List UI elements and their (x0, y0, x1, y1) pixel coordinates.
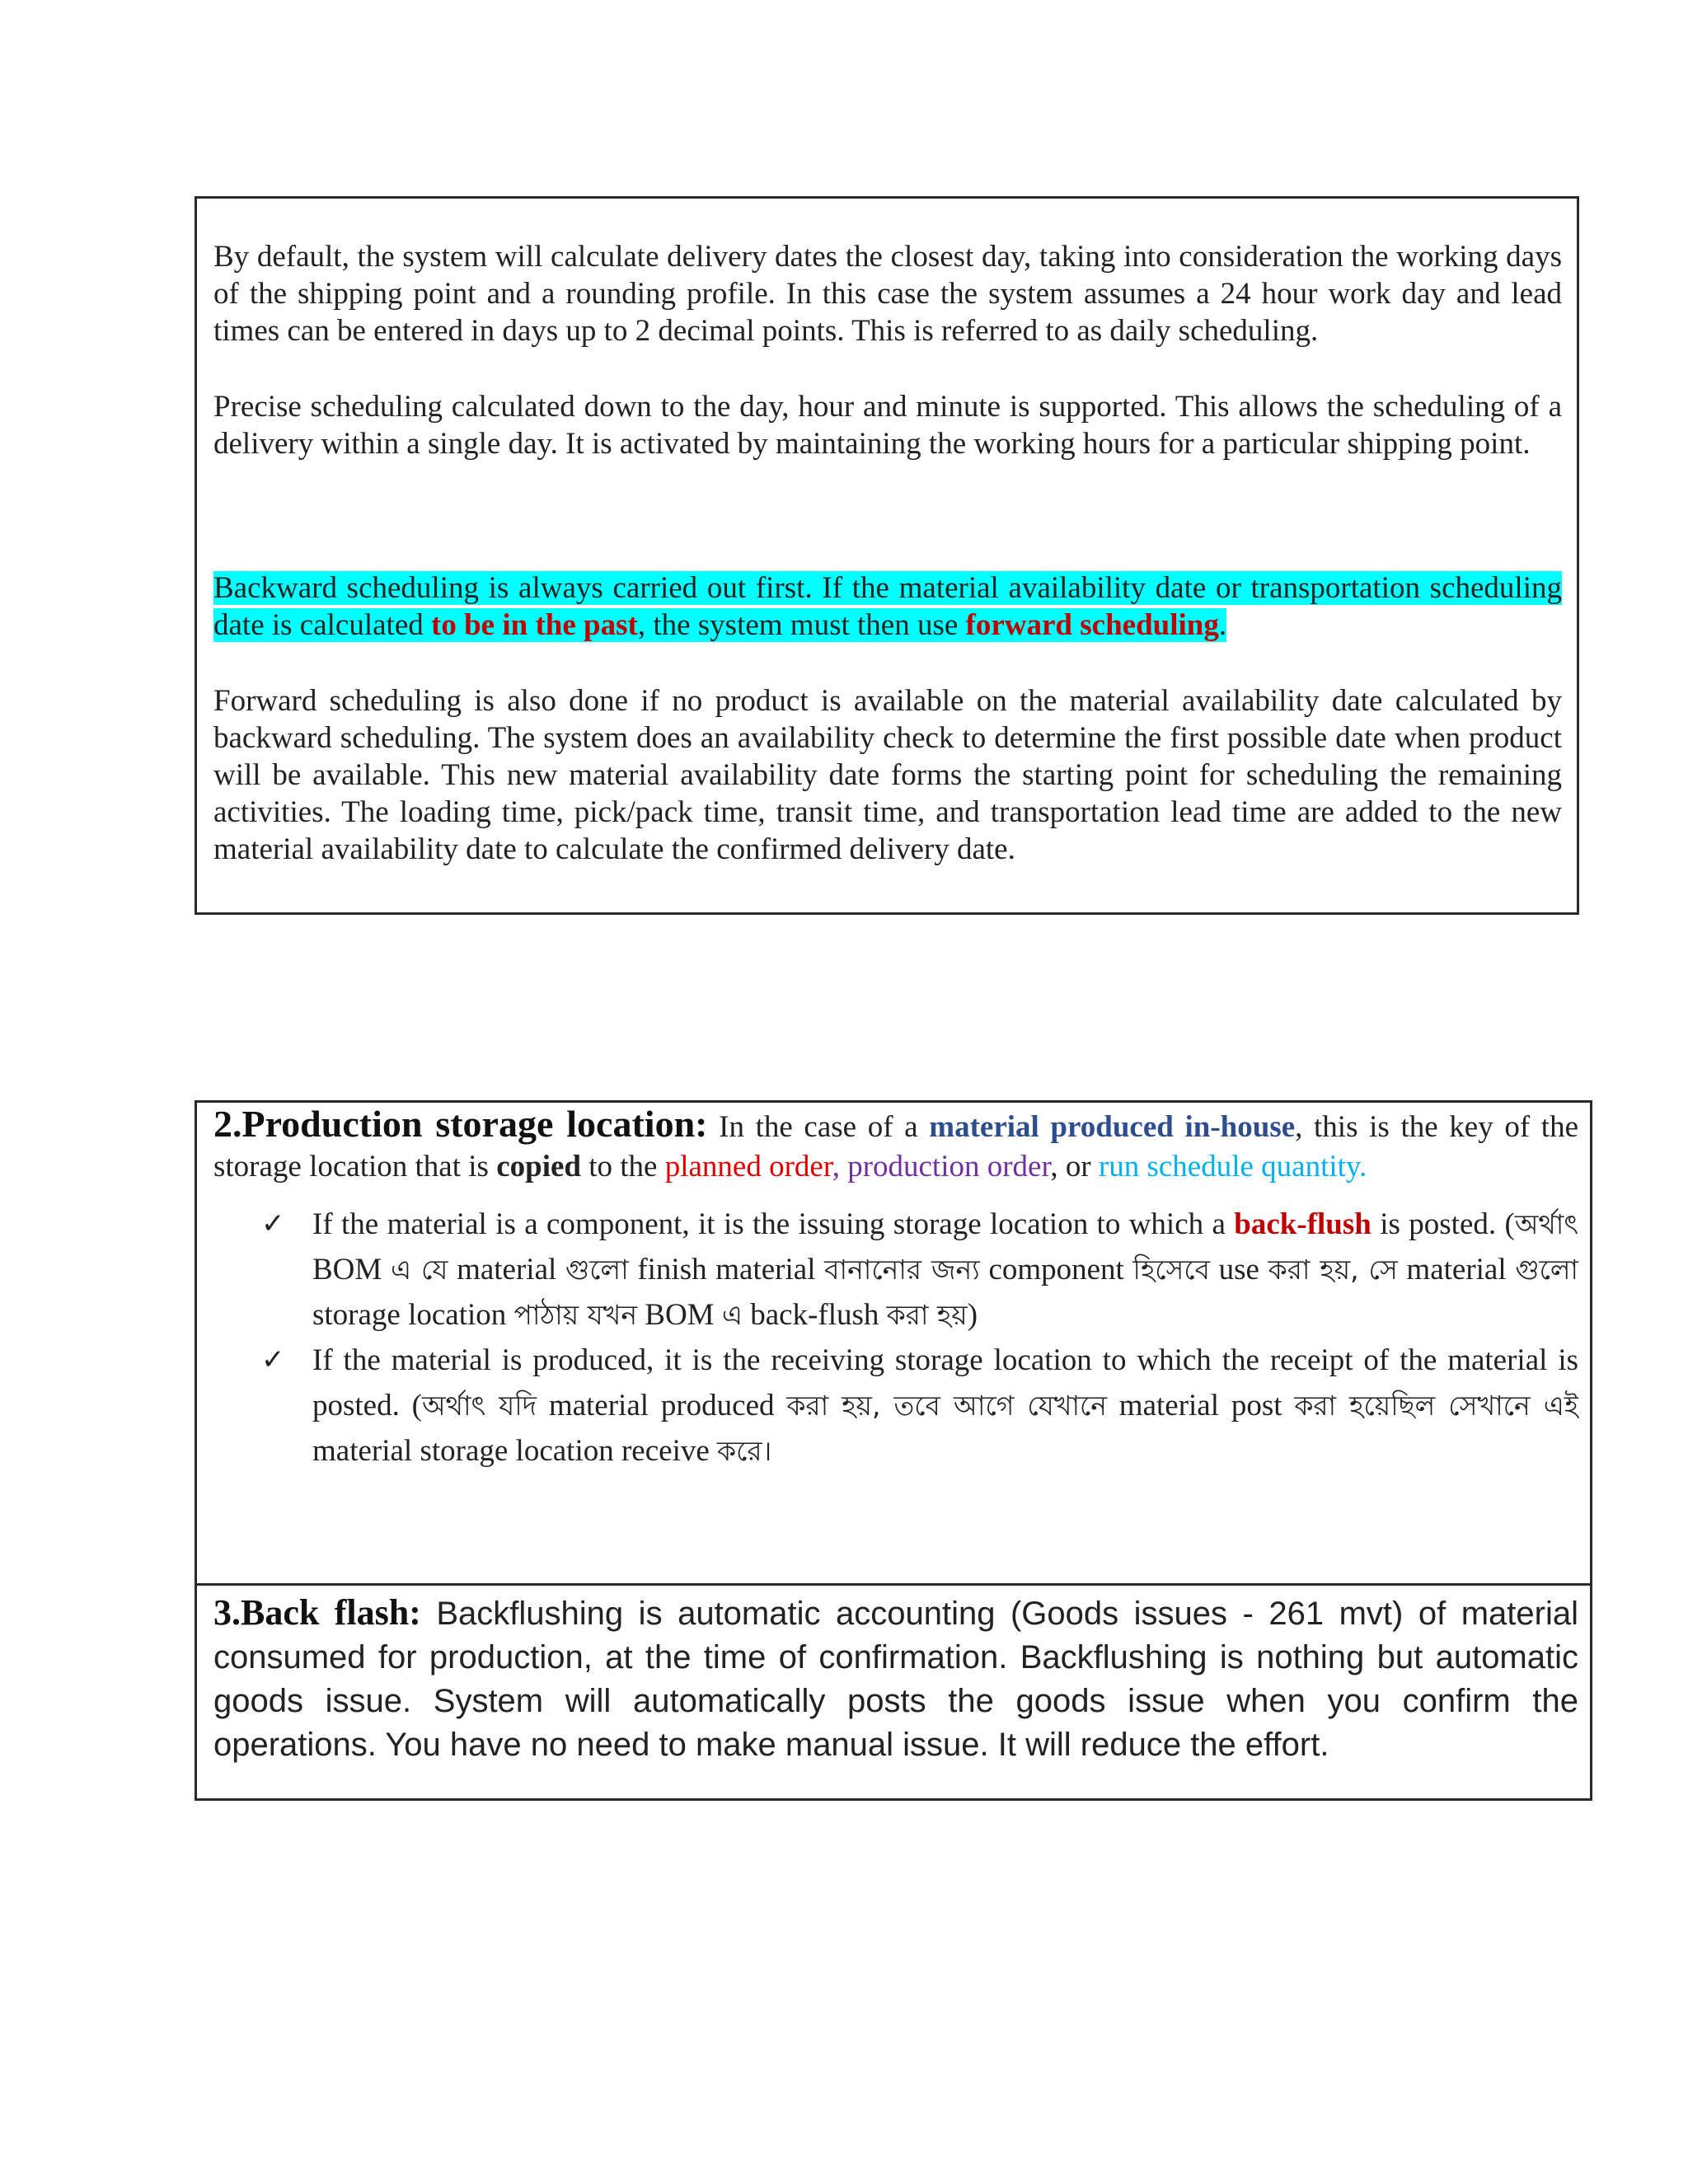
material-in-house-emphasis: material produced in-house (929, 1110, 1296, 1144)
forward-scheduling-paragraph: Forward scheduling is also done if no product is available on the material availability date calculated by backward scheduling. The system does an availability check to determine the first possible date when product will be available. This new material availability date forms the starting point for scheduling the remaining activities. The loading time, pick/pack time, transit time, and transportation lead time are added to the new material availability date to calculate the confirmed delivery date. (213, 684, 1562, 866)
precise-scheduling-paragraph: Precise scheduling calculated down to the day, hour and minute is supported. This allows the scheduling of a delivery within a single day. It is activated by maintaining the working hours for a particular shipping point. (213, 390, 1562, 461)
production-order-text: production order (847, 1150, 1051, 1183)
storage-location-bullet-list (213, 1202, 1578, 1474)
section-3-title: 3.Back flash: (213, 1592, 421, 1633)
production-storage-intro: 2.Production storage location: In the case of a material produced in-house, this is the key of the storage location that is copied to the planned order, production order, or run schedule quantity. (213, 1103, 1578, 1183)
back-flush-emphasis: back-flush (1234, 1207, 1372, 1241)
checkmark-icon: ✓ (261, 1343, 285, 1376)
daily-scheduling-paragraph: By default, the system will calculate delivery dates the closest day, taking into consideration the working days of the shipping point and a rounding profile. In this case the system assumes a 24 hour work day and lead times can be entered in days up to 2 decimal points. This is referred to as daily scheduling. (213, 240, 1562, 348)
backward-scheduling-paragraph (213, 569, 1562, 644)
past-emphasis: to be in the past (431, 608, 638, 642)
planned-order-text: planned order (664, 1150, 832, 1183)
run-schedule-quantity-text: run schedule quantity. (1098, 1150, 1367, 1183)
list-item: ✓ If the material is a component, it is the issuing storage location to which a back-flush is posted. (অর্থাৎ BOM এ যে material গুলো finish material বানানোর জন্য component হিসেবে use করা হয়, সে material গুলো storage location পাঠায় যখন BOM এ back-flush করা হয়) (213, 1202, 1578, 1338)
back-flash-box (195, 1583, 1592, 1801)
section-2-title: 2.Production storage location: (213, 1103, 708, 1145)
copied-emphasis: copied (496, 1150, 581, 1183)
back-flash-paragraph: 3.Back flash: Backflushing is automatic accounting (Goods issues - 261 mvt) of material consumed for production, at the time of confirmation. Backflushing is nothing but automatic goods issue. System will automatically posts the goods issue when you confirm the operations. You have no need to make manual issue. It will reduce the effort. (213, 1592, 1578, 1763)
forward-scheduling-emphasis: forward scheduling (965, 608, 1219, 642)
list-item: ✓ If the material is produced, it is the receiving storage location to which the receipt of the material is posted. (অর্থাৎ যদি material produced করা হয়, তবে আগে যেখানে material post করা হয়েছিল সেখানে এই material storage location receive করে। (213, 1338, 1578, 1474)
checkmark-icon: ✓ (261, 1207, 285, 1240)
scheduling-text-box (195, 196, 1579, 915)
highlighted-text: Backward scheduling is always carried out first. If the material availability date or transportation scheduling date is calculated to be in the past, the system must then use forward scheduling. (213, 571, 1562, 642)
